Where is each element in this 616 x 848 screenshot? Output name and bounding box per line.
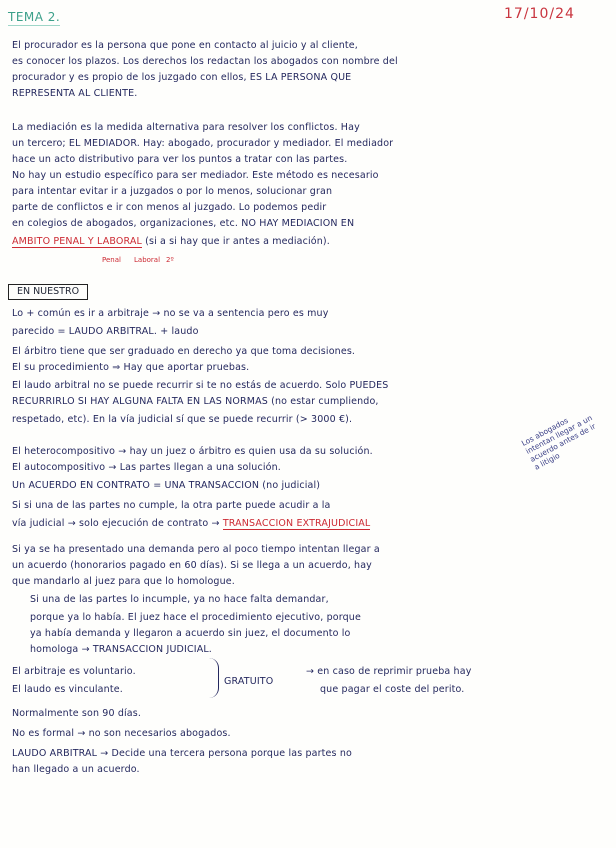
red-emphasis: ÁMBITO PENAL Y LABORAL [12, 236, 142, 247]
page-date: 17/10/24 [504, 6, 575, 22]
text-line: Lo + común es ir a arbitraje → no se va a sentencia pero es muy [12, 308, 329, 319]
text-fragment: vía judicial → solo ejecución de contrato → [12, 518, 220, 529]
text-line: procurador y es propio de los juzgado con ellos, ES LA PERSONA QUE [12, 72, 352, 83]
text-line-emphasis [12, 236, 597, 248]
text-line: homologa → TRANSACCIÓN JUDICIAL. [30, 644, 212, 655]
text-line: que mandarlo al juez para que lo homologue. [12, 576, 235, 587]
text-line: El laudo arbitral no se puede recurrir si te no estás de acuerdo. Solo PUEDES [12, 380, 389, 391]
text-line: El árbitro tiene que ser graduado en derecho ya que toma decisiones. [12, 346, 356, 357]
text-line: No hay un estudio específico para ser mediador. Este método es necesario [12, 170, 379, 181]
text-line: un acuerdo (honorarios pagado en 60 días). Si se llega a un acuerdo, hay [12, 560, 372, 571]
text-line: El procurador es la persona que pone en contacto al juicio y al cliente, [12, 40, 358, 51]
page-heading: TEMA 2. [8, 10, 61, 24]
text-line-emphasis [12, 518, 582, 530]
text-line: Normalmente son 90 días. [12, 708, 142, 719]
curly-brace [204, 658, 219, 698]
text-line: porque ya lo había. El juez hace el procedimiento ejecutivo, porque [30, 612, 361, 623]
text-line: El su procedimiento ⇒ Hay que aportar pruebas. [12, 362, 250, 373]
red-emphasis: TRANSACCIÓN EXTRAJUDICIAL [222, 518, 371, 529]
text-fragment: (si a si hay que ir antes a mediación). [145, 236, 330, 247]
text-line: parecido = LAUDO ARBITRAL. + laudo [12, 326, 199, 337]
text-line: La mediación es la medida alternativa para resolver los conflictos. Hay [12, 122, 360, 133]
text-line: ya había demanda y llegaron a acuerdo sin juez, el documento lo [30, 628, 351, 639]
text-line: parte de conflictos e ir con menos al juzgado. Lo podemos pedir [12, 202, 327, 213]
text-line: → en caso de reprimir prueba hay [306, 666, 472, 677]
text-line: hace un acto distributivo para ver los puntos a tratar con las partes. [12, 154, 348, 165]
text-line: es conocer los plazos. Los derechos los redactan los abogados con nombre del [12, 56, 398, 67]
text-line: RECURRIRLO SI HAY ALGUNA FALTA EN LAS NORMAS (no estar cumpliendo, [12, 396, 379, 407]
text-line: El autocompositivo → Las partes llegan a una solución. [12, 462, 281, 473]
text-line: LAUDO ARBITRAL → Decide una tercera persona porque las partes no [12, 748, 352, 759]
text-line: para intentar evitar ir a juzgados o por lo menos, solucionar gran [12, 186, 333, 197]
section-box: EN NUESTRO [8, 284, 88, 300]
text-line: GRATUITO [224, 676, 274, 687]
red-margin-note: 2º [166, 256, 174, 264]
text-line: han llegado a un acuerdo. [12, 764, 140, 775]
text-line: que pagar el coste del perito. [320, 684, 465, 695]
text-line: Un ACUERDO EN CONTRATO = UNA TRANSACCIÓN (no judicial) [12, 480, 321, 491]
text-line: REPRESENTA AL CLIENTE. [12, 88, 138, 99]
text-line: Si una de las partes lo incumple, ya no hace falta demandar, [30, 594, 329, 605]
text-line: El laudo es vinculante. [12, 684, 123, 695]
text-line: El arbitraje es voluntario. [12, 666, 136, 677]
text-line: Si si una de las partes no cumple, la otra parte puede acudir a la [12, 500, 331, 511]
red-margin-note: Penal [102, 256, 121, 264]
text-line: No es formal → no son necesarios abogados. [12, 728, 231, 739]
red-margin-note: Laboral [134, 256, 161, 264]
margin-note: Los abogados intentan llegar a un acuerdo antes de ir a litigio [520, 413, 598, 472]
text-line: un tercero; EL MEDIADOR. Hay: abogado, procurador y mediador. El mediador [12, 138, 394, 149]
text-line: Si ya se ha presentado una demanda pero al poco tiempo intentan llegar a [12, 544, 380, 555]
text-line: El heterocompositivo → hay un juez o árbitro es quien usa da su solución. [12, 446, 373, 457]
text-line: en colegios de abogados, organizaciones, etc. NO HAY MEDIACIÓN EN [12, 218, 355, 229]
text-line: respetado, etc). En la vía judicial sí que se puede recurrir (> 3000 €). [12, 414, 353, 425]
